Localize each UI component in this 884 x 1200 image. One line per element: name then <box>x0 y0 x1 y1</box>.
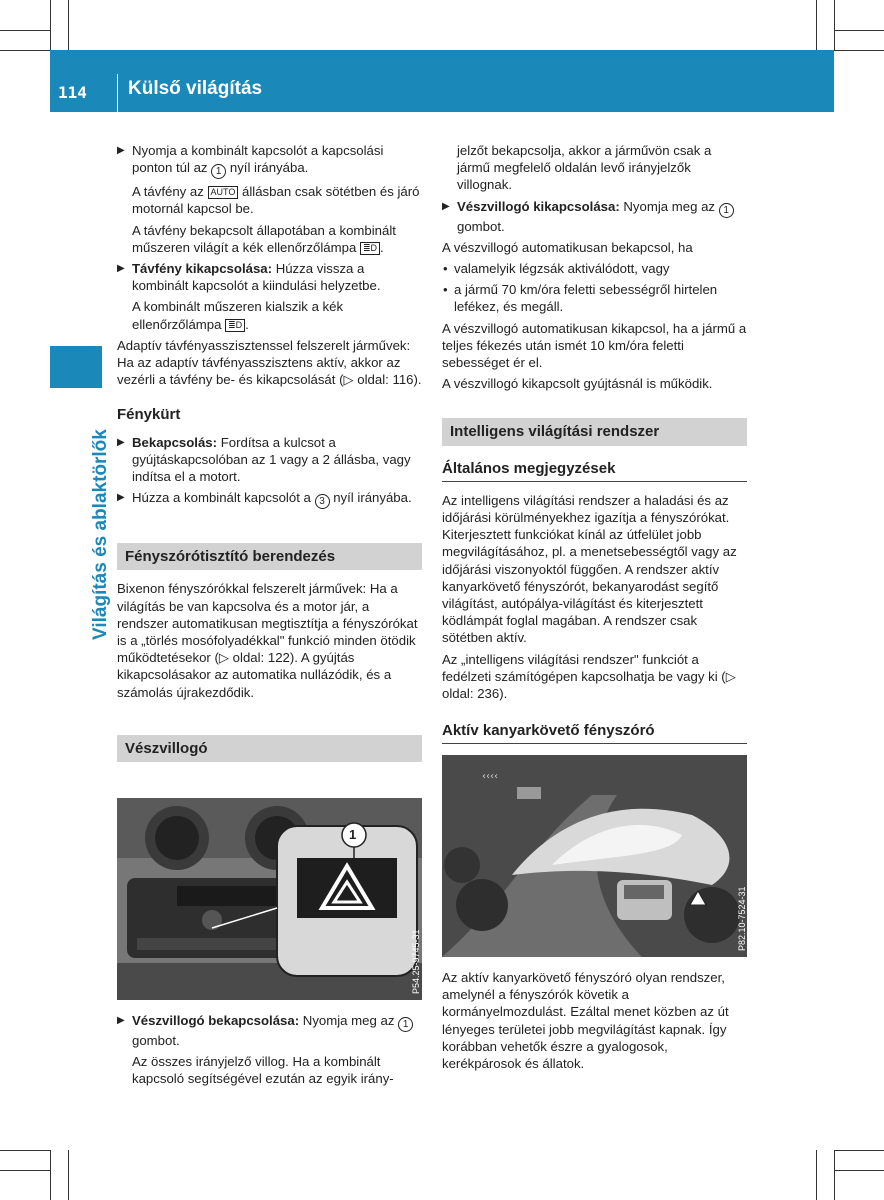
paragraph: Adaptív távfényasszisztenssel felszerelt járművek: Ha az adaptív távfényasszisztens aktív, akkor az vezérli a távfény be- és kikapcsolását (▷ oldal: 116). <box>117 337 422 388</box>
high-beam-icon: ≣D <box>225 319 245 332</box>
figure-code: P82.10-7524-31 <box>737 886 747 951</box>
left-column-bottom <box>117 1012 422 1092</box>
list-item: ▶ Vészvillogó kikapcsolása: Nyomja meg az 1 gombot. <box>442 198 747 235</box>
crop-mark <box>834 30 884 31</box>
section-heading: Vészvillogó <box>117 735 422 762</box>
figure-code: P54.25-9745-31 <box>411 929 421 994</box>
crop-mark <box>834 1170 884 1171</box>
crop-mark <box>68 0 69 50</box>
paragraph: jelzőt bekapcsolja, akkor a járművön csak a jármű megfelelő oldalán levő irányjelzők villognak. <box>457 143 712 193</box>
crop-mark <box>834 50 884 51</box>
crop-mark <box>834 1150 884 1151</box>
paragraph: Az „intelligens világítási rendszer" funkciót a fedélzeti számítógépen kapcsolhatja be vagy ki (▷ oldal: 236). <box>442 651 736 702</box>
right-column-bottom <box>442 969 747 1076</box>
crop-mark <box>816 1150 817 1200</box>
paragraph: A távfény az AUTO állásban csak sötétben és járó motornál kapcsol be. <box>132 184 420 217</box>
page-title: Külső világítás <box>128 78 263 99</box>
paragraph: Az intelligens világítási rendszer a haladási és az időjárási körülményekhez igazítja a fényszórókat. Kiterjesztett funkciókat kínál az útfelület jobb megvilágításához, pl. a menetsebességtől vagy az időjárási viszonyoktól függően. A rendszer aktív kanyarkövető fényszórót, bekanyarodást segítő világítást, autópálya-világítást és kiterjesztett ködlámpát foglal magában. A rendszer csak sötétben aktív. <box>442 492 737 646</box>
paragraph: A kombinált műszeren kialszik a kék ellenőrzőlámpa ≣D . <box>132 299 344 332</box>
road-illustration <box>442 755 747 957</box>
svg-text:‹‹‹‹: ‹‹‹‹ <box>482 771 498 782</box>
cornering-light-figure <box>442 755 747 957</box>
marker-1: 1 <box>398 1017 413 1032</box>
crop-mark <box>834 1150 835 1200</box>
paragraph: Az aktív kanyarkövető fényszóró olyan rendszer, amelynél a fényszórók követik a kormányelmozdulást. Ezáltal menet közben az út lényeges területei jobb megvilágítást kapnak. Így korábban vehetők észre a gyalogosok, kerékpárosok és állatok. <box>442 970 729 1072</box>
crop-mark <box>50 0 51 50</box>
left-column <box>117 142 422 772</box>
paragraph: A vészvillogó kikapcsolt gyújtásnál is működik. <box>442 376 713 392</box>
crop-mark <box>834 0 835 50</box>
list-item: ▶ Vészvillogó bekapcsolása: Nyomja meg az 1 gombot. <box>117 1012 422 1049</box>
subsection-heading: Aktív kanyarkövető fényszóró <box>442 722 747 744</box>
subsection-heading: Általános megjegyzések <box>442 460 747 482</box>
page-number: 114 <box>58 83 87 102</box>
list-item: ▶ Bekapcsolás: Fordítsa a kulcsot a gyújtáskapcsolóban az 1 vagy a 2 állásba, vagy indítsa el a motort. <box>117 434 422 486</box>
section-heading: Intelligens világítási rendszer <box>442 418 747 445</box>
list-item: ▶ Húzza a kombinált kapcsolót a 3 nyíl irányába. <box>117 489 422 509</box>
list-item: • a jármű 70 km/óra feletti sebességről hirtelen lefékez, és megáll. <box>442 281 747 315</box>
paragraph: A vészvillogó automatikusan bekapcsol, ha <box>442 239 693 255</box>
paragraph: Bixenon fényszórókkal felszerelt járművek: Ha a világítás be van kapcsolva és a motor jár, a rendszer automatikusan megtisztítja a fényszórókat is a „törlés mosófolyadékkal" funkció minden ötödik működtetésekor (▷ oldal: 122). A gyújtás kikapcsolásakor az automatika nullázódik, és a számolás újrakezdődik. <box>117 581 418 700</box>
paragraph: A vészvillogó automatikusan kikapcsol, ha a jármű a teljes fékezés után ismét 10 km/óra feletti sebességet ér el. <box>442 320 747 371</box>
list-item: • valamelyik légzsák aktiválódott, vagy <box>442 260 747 277</box>
crop-mark <box>50 1150 51 1200</box>
crop-mark <box>68 1150 69 1200</box>
hazard-switch-figure <box>117 798 422 1000</box>
crop-mark <box>0 1150 50 1151</box>
auto-icon: AUTO <box>208 186 239 199</box>
header-divider <box>117 74 118 112</box>
paragraph: Az összes irányjelző villog. Ha a kombinált kapcsoló segítségével ezután az egyik irány- <box>132 1054 394 1087</box>
dashboard-illustration <box>117 798 422 1000</box>
crop-mark <box>816 0 817 50</box>
list-item: ▶ Nyomja a kombinált kapcsolót a kapcsolási ponton túl az 1 nyíl irányába. <box>117 142 422 179</box>
side-tab-marker <box>50 346 102 388</box>
chapter-label: Világítás és ablaktörlők <box>90 429 111 640</box>
callout-1: 1 <box>349 827 357 842</box>
list-item: ▶ Távfény kikapcsolása: Húzza vissza a kombinált kapcsolót a kiindulási helyzetbe. <box>117 260 422 294</box>
crop-mark <box>0 30 50 31</box>
marker-3: 3 <box>315 494 330 509</box>
right-column <box>442 142 747 754</box>
crop-mark <box>0 1170 50 1171</box>
section-heading: Fényszórótisztító berendezés <box>117 543 422 570</box>
high-beam-icon: ≣D <box>360 242 380 255</box>
marker-1: 1 <box>211 164 226 179</box>
marker-1: 1 <box>719 203 734 218</box>
paragraph: A távfény bekapcsolt állapotában a kombinált műszeren világít a kék ellenőrzőlámpa ≣D . <box>132 222 396 255</box>
crop-mark <box>0 50 50 51</box>
section-heading: Fénykürt <box>117 406 181 424</box>
